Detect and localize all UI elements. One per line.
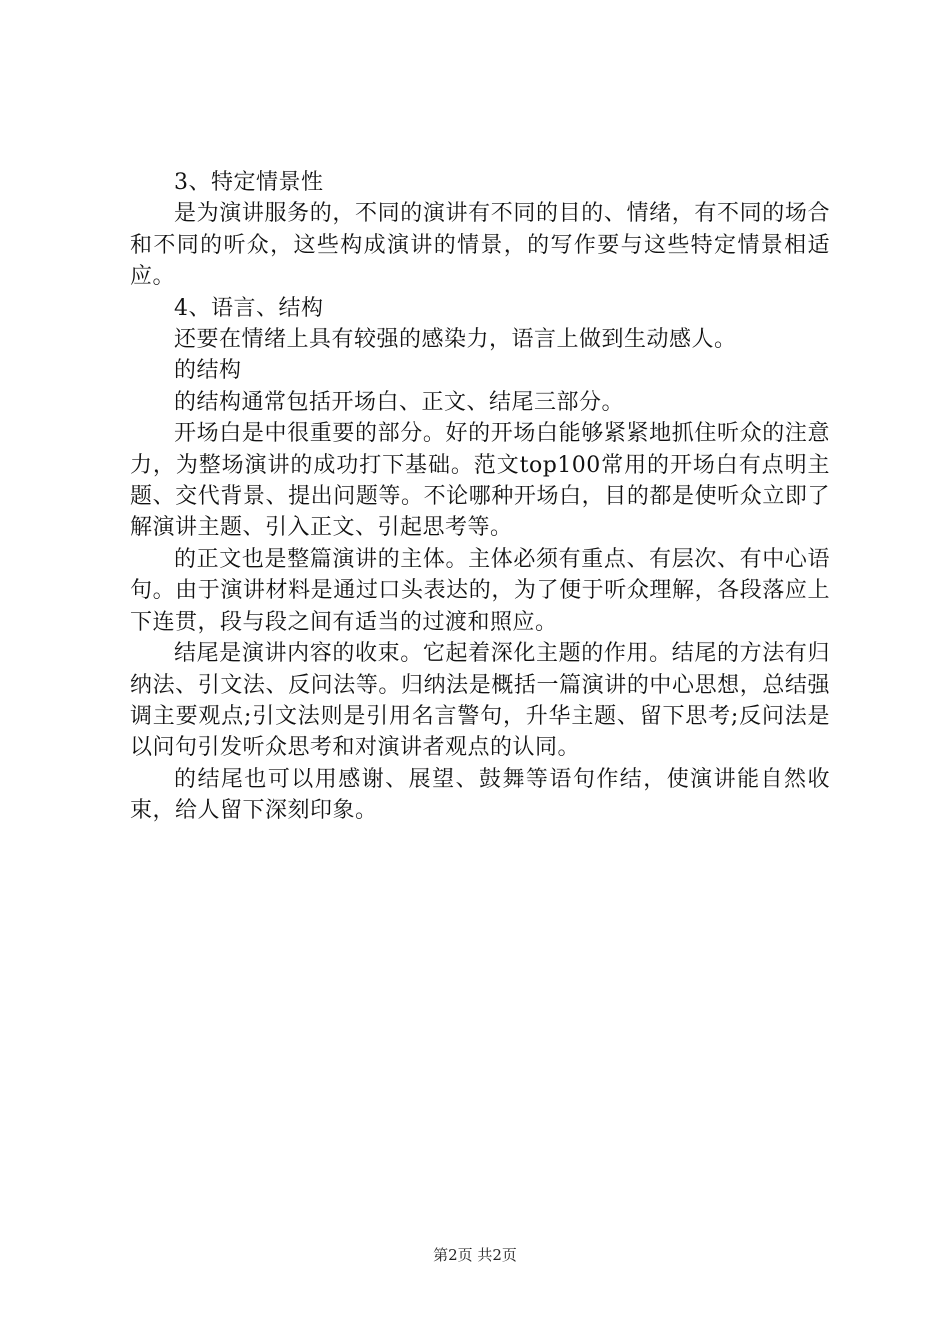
paragraph-opening: 开场白是中很重要的部分。好的开场白能够紧紧地抓住听众的注意力，为整场演讲的成功打下基础。范文top100常用的开场白有点明主题、交代背景、提出问题等。不论哪种开场白，目的都是使听众立即了解演讲主题、引入正文、引起思考等。 bbox=[130, 421, 830, 541]
subheading-structure: 的结构 bbox=[174, 358, 242, 384]
paragraph-body: 的正文也是整篇演讲的主体。主体必须有重点、有层次、有中心语句。由于演讲材料是通过口头表达的，为了便于听众理解，各段落应上下连贯，段与段之间有适当的过渡和照应。 bbox=[130, 546, 830, 635]
paragraph-structure: 的结构通常包括开场白、正文、结尾三部分。 bbox=[174, 389, 625, 415]
heading-language-structure: 4、语言、结构 bbox=[174, 295, 324, 321]
paragraph-ending-extra: 的结尾也可以用感谢、展望、鼓舞等语句作结，使演讲能自然收束，给人留下深刻印象。 bbox=[130, 766, 830, 824]
paragraph-language: 还要在情绪上具有较强的感染力，语言上做到生动感人。 bbox=[174, 327, 737, 353]
paragraph-situational: 是为演讲服务的，不同的演讲有不同的目的、情绪，有不同的场合和不同的听众，这些构成演讲的情景，的写作要与这些特定情景相适应。 bbox=[130, 201, 830, 290]
document-body bbox=[130, 167, 830, 827]
heading-situational: 3、特定情景性 bbox=[174, 170, 324, 195]
paragraph-ending: 结尾是演讲内容的收束。它起着深化主题的作用。结尾的方法有归纳法、引文法、反问法等。归纳法是概括一篇演讲的中心思想，总结强调主要观点;引文法则是引用名言警句，升华主题、留下思考;反问法是以问句引发听众思考和对演讲者观点的认同。 bbox=[130, 641, 830, 761]
page-number: 第2页 共2页 bbox=[433, 1246, 517, 1264]
